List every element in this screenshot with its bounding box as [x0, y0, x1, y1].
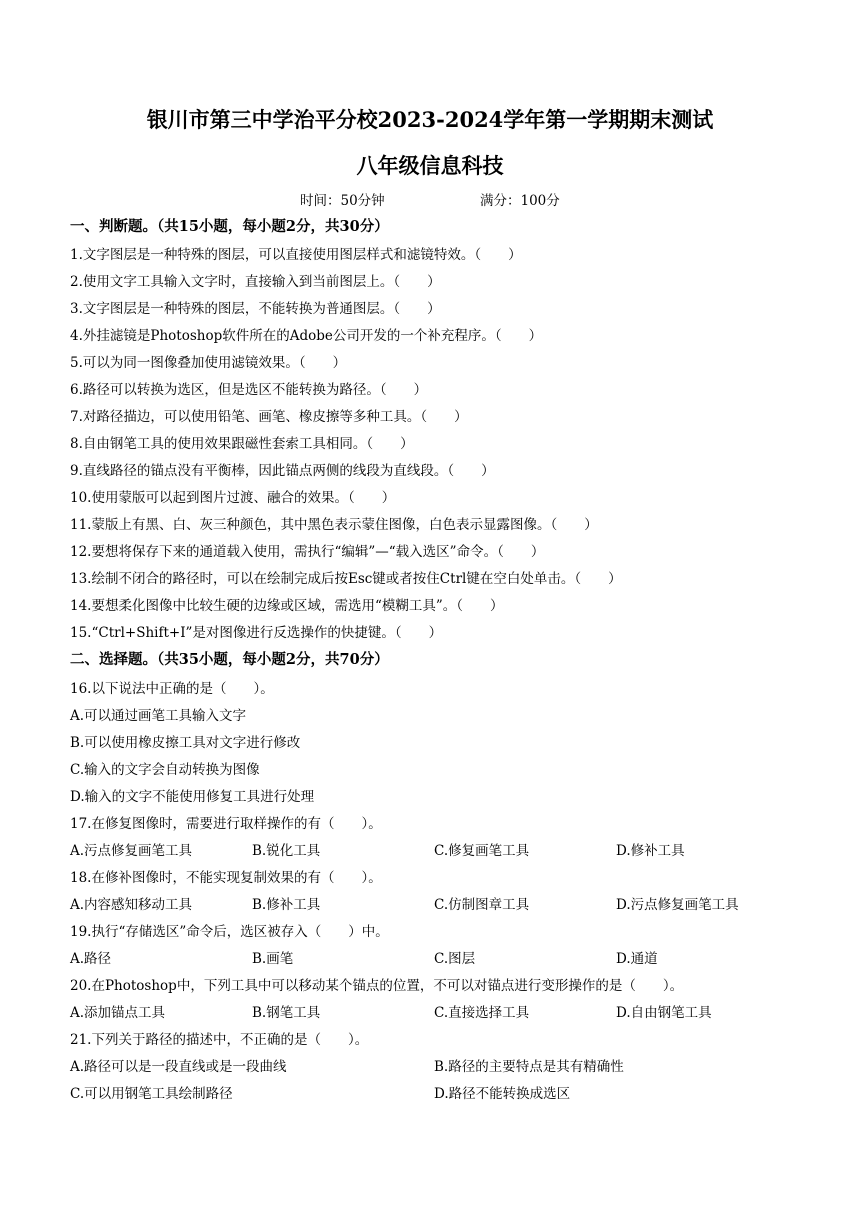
judgement-item: 7.对路径描边，可以使用铅笔、画笔、橡皮擦等多种工具。（ ）: [70, 409, 468, 425]
exam-full-score: 满分：100分: [480, 193, 560, 209]
judgement-item: 4.外挂滤镜是Photoshop软件所在的Adobe公司开发的一个补充程序。（ ）: [70, 328, 543, 344]
exam-subject: 八年级信息科技: [356, 153, 504, 178]
judgement-item: 12.要想将保存下来的通道载入使用，需执行“编辑”—“载入选区”命令。（ ）: [70, 544, 545, 560]
judgement-item: 3.文字图层是一种特殊的图层，不能转换为普通图层。（ ）: [70, 301, 441, 317]
option-a: A.路径: [70, 951, 112, 967]
option-c: C.图层: [434, 951, 476, 967]
judgement-item: 1.文字图层是一种特殊的图层，可以直接使用图层样式和滤镜特效。（ ）: [70, 247, 522, 263]
judgement-item: 15.“Ctrl+Shift+I”是对图像进行反选操作的快捷键。（ ）: [70, 625, 443, 641]
option-d: D.通道: [616, 951, 658, 967]
judgement-item: 2.使用文字工具输入文字时，直接输入到当前图层上。（ ）: [70, 274, 441, 290]
exam-time: 时间：50分钟: [300, 193, 385, 209]
section-heading-choice: 二、选择题。（共35小题，每小题2分，共70分）: [70, 651, 389, 668]
option-d: D.输入的文字不能使用修复工具进行处理: [70, 789, 315, 805]
judgement-item: 8.自由钢笔工具的使用效果跟磁性套索工具相同。（ ）: [70, 436, 414, 452]
option-b: B.钢笔工具: [252, 1005, 321, 1021]
option-a: A.添加锚点工具: [70, 1005, 166, 1021]
option-d: D.自由钢笔工具: [616, 1005, 712, 1021]
option-a: A.内容感知移动工具: [70, 897, 193, 913]
question-stem-21: 21.下列关于路径的描述中，不正确的是（ ）。: [70, 1032, 369, 1048]
question-stem-18: 18.在修补图像时，不能实现复制效果的有（ ）。: [70, 870, 382, 886]
judgement-item: 6.路径可以转换为选区，但是选区不能转换为路径。（ ）: [70, 382, 428, 398]
section-heading-judgement: 一、判断题。（共15小题，每小题2分，共30分）: [70, 218, 389, 235]
option-a: A.污点修复画笔工具: [70, 843, 193, 859]
option-c: C.直接选择工具: [434, 1005, 530, 1021]
judgement-item: 9.直线路径的锚点没有平衡棒，因此锚点两侧的线段为直线段。（ ）: [70, 463, 495, 479]
option-b: B.画笔: [252, 951, 294, 967]
question-stem-20: 20.在Photoshop中，下列工具中可以移动某个锚点的位置，不可以对锚点进行变形操作的是（ ）。: [70, 978, 684, 994]
question-stem-16: 16.以下说法中正确的是（ ）。: [70, 681, 274, 697]
option-b: B.路径的主要特点是其有精确性: [434, 1059, 624, 1075]
option-c: C.修复画笔工具: [434, 843, 530, 859]
exam-title: 银川市第三中学治平分校2023-2024学年第一学期期末测试: [146, 107, 714, 132]
option-a: A.可以通过画笔工具输入文字: [70, 708, 247, 724]
judgement-item: 10.使用蒙版可以起到图片过渡、融合的效果。（ ）: [70, 490, 396, 506]
option-d: D.污点修复画笔工具: [616, 897, 739, 913]
option-b: B.锐化工具: [252, 843, 321, 859]
option-c: C.可以用钢笔工具绘制路径: [70, 1086, 233, 1102]
question-stem-17: 17.在修复图像时，需要进行取样操作的有（ ）。: [70, 816, 382, 832]
judgement-item: 11.蒙版上有黑、白、灰三种颜色，其中黑色表示蒙住图像，白色表示显露图像。（ ）: [70, 517, 598, 533]
option-d: D.路径不能转换成选区: [434, 1086, 571, 1102]
option-d: D.修补工具: [616, 843, 685, 859]
option-b: B.修补工具: [252, 897, 321, 913]
option-c: C.仿制图章工具: [434, 897, 530, 913]
judgement-item: 13.绘制不闭合的路径时，可以在绘制完成后按Esc键或者按住Ctrl键在空白处单击。（ ）: [70, 571, 622, 587]
judgement-item: 14.要想柔化图像中比较生硬的边缘或区域，需选用“模糊工具”。（ ）: [70, 598, 504, 614]
option-a: A.路径可以是一段直线或是一段曲线: [70, 1059, 287, 1075]
option-c: C.输入的文字会自动转换为图像: [70, 762, 260, 778]
judgement-item: 5.可以为同一图像叠加使用滤镜效果。（ ）: [70, 355, 347, 371]
option-b: B.可以使用橡皮擦工具对文字进行修改: [70, 735, 301, 751]
question-stem-19: 19.执行“存储选区”命令后，选区被存入（ ）中。: [70, 924, 389, 940]
